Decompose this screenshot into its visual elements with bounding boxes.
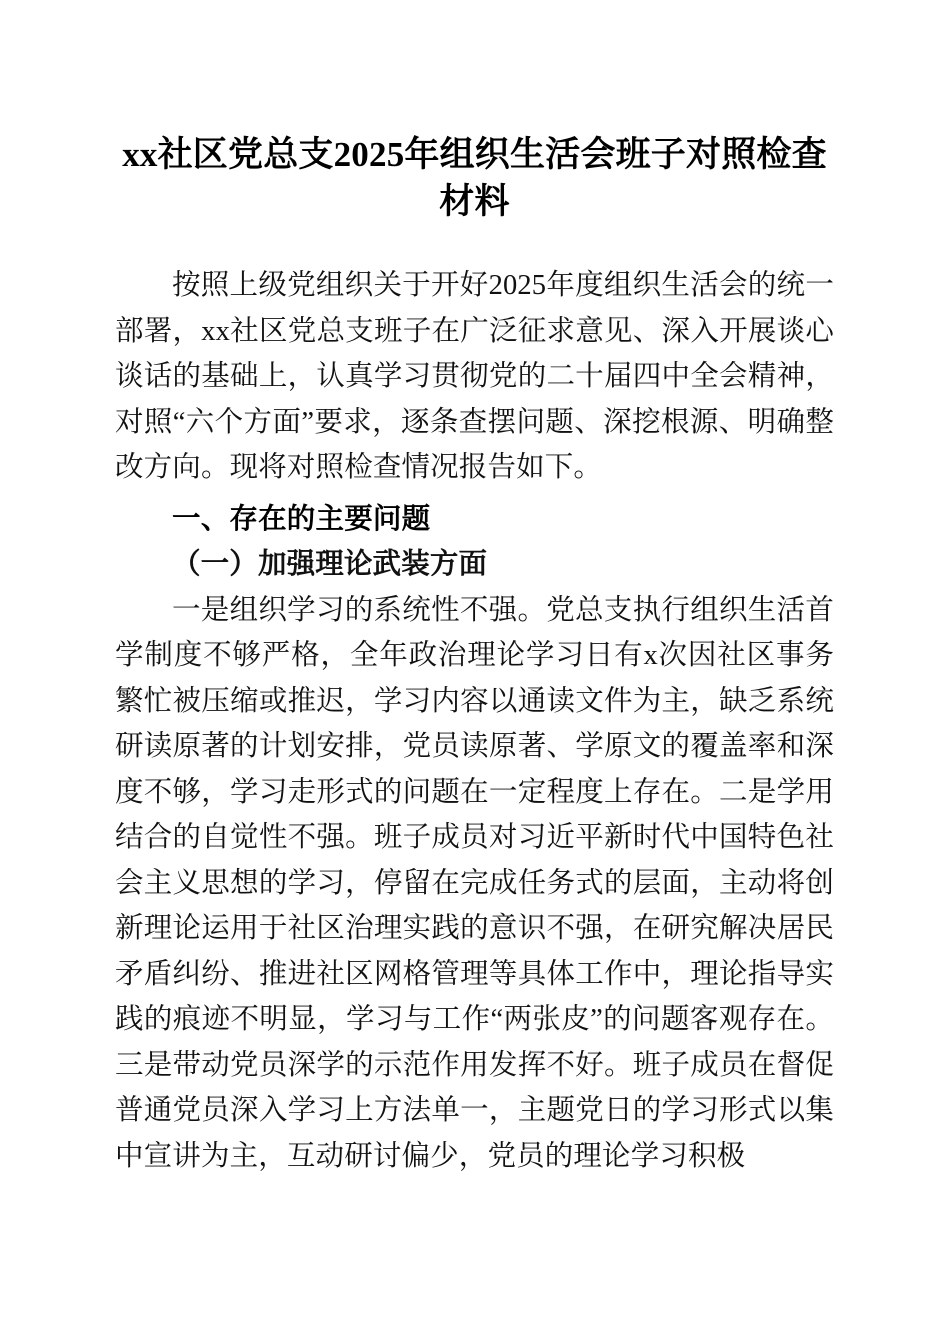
sub-heading-theory-armament: （一）加强理论武装方面 <box>172 549 488 580</box>
page-title: xx社区党总支2025年组织生活会班子对照检查材料 <box>122 135 827 221</box>
intro-paragraph: 按照上级党组织关于开好2025年度组织生活会的统一部署，xx社区党总支班子在广泛征求意见、深入开展谈心谈话的基础上，认真学习贯彻党的二十届四中全会精神，对照“六个方面”要求，逐条查摆问题、深挖根源、明确整改方向。现将对照检查情况报告如下。 <box>115 270 834 483</box>
section-heading-main-problems: 一、存在的主要问题 <box>172 502 431 535</box>
document-content-area <box>115 0 834 1179</box>
section-body-paragraph: 一是组织学习的系统性不强。党总支执行组织生活首学制度不够严格，全年政治理论学习日有x次因社区事务繁忙被压缩或推迟，学习内容以通读文件为主，缺乏系统研读原著的计划安排，党员读原著、学原文的覆盖率和深度不够，学习走形式的问题在一定程度上存在。二是学用结合的自觉性不强。班子成员对习近平新时代中国特色社会主义思想的学习，停留在完成任务式的层面，主动将创新理论运用于社区治理实践的意识不强，在研究解决居民矛盾纠纷、推进社区网格管理等具体工作中，理论指导实践的痕迹不明显，学习与工作“两张皮”的问题客观存在。三是带动党员深学的示范作用发挥不好。班子成员在督促普通党员深入学习上方法单一，主题党日的学习形式以集中宣讲为主，互动研讨偏少，党员的理论学习积极 <box>115 594 834 1172</box>
title-body-spacer <box>115 225 834 263</box>
